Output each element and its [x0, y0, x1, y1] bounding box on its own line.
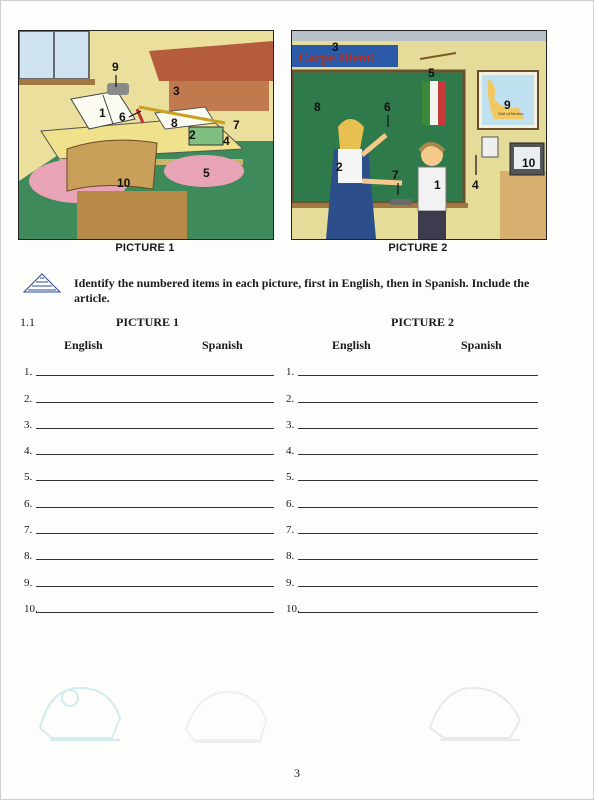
answer-blank-line[interactable] [36, 480, 274, 481]
answer-blank-line[interactable] [298, 612, 538, 613]
picture-2-marker-9: 9 [504, 98, 511, 112]
picture-1-marker-6: 6 [119, 110, 126, 124]
row-number: 8. [286, 550, 295, 563]
picture-1-marker-2: 2 [189, 128, 196, 142]
row-number: 7. [24, 524, 33, 537]
picture-2-marker-10: 10 [522, 156, 536, 170]
row-number: 5. [286, 471, 295, 484]
row-number: 6. [24, 497, 33, 510]
picture-1-marker-8: 8 [171, 116, 178, 130]
picture-2-marker-7: 7 [392, 168, 399, 182]
answer-blank-line[interactable] [298, 402, 538, 403]
picture-2-marker-6: 6 [384, 100, 391, 114]
row-number: 3. [286, 418, 295, 431]
watermark-figure-right [420, 668, 540, 753]
picture-1-marker-3: 3 [173, 84, 180, 98]
answer-blank-line[interactable] [36, 533, 274, 534]
column-2-header-spanish: Spanish [461, 338, 502, 352]
picture-2-marker-1: 1 [434, 178, 441, 192]
row-number: 4. [286, 445, 295, 458]
page-number: 3 [294, 766, 300, 780]
row-number: 7. [286, 524, 295, 537]
row-number: 8. [24, 550, 33, 563]
row-number: 6. [286, 497, 295, 510]
picture-2-marker-8: 8 [314, 100, 321, 114]
picture-1-marker-1: 1 [99, 106, 106, 120]
watermark-figure-left [30, 668, 140, 753]
picture-2-illustration [291, 30, 547, 240]
picture-1-marker-7: 7 [233, 118, 240, 132]
picture-1-marker-4: 4 [223, 134, 230, 148]
answer-blank-line[interactable] [298, 375, 538, 376]
answer-blank-line[interactable] [36, 507, 274, 508]
picture-1-caption: PICTURE 1 [115, 242, 175, 254]
picture-2-marker-5: 5 [428, 66, 435, 80]
section-number: 1.1 [20, 315, 35, 329]
row-number: 1. [24, 366, 33, 379]
row-number: 2. [24, 392, 33, 405]
instruction-triangle-icon [22, 272, 62, 299]
picture-2-marker-2: 2 [336, 160, 343, 174]
map-text: Gulf of Mexico [498, 111, 524, 116]
row-number: 9. [24, 576, 33, 589]
row-number: 1. [286, 366, 295, 379]
answer-blank-line[interactable] [298, 454, 538, 455]
picture-1-illustration [18, 30, 274, 240]
answer-blank-line[interactable] [36, 402, 274, 403]
banner-text: Carpe Diem! [298, 51, 376, 66]
answer-blank-line[interactable] [36, 612, 274, 613]
answer-blank-line[interactable] [298, 507, 538, 508]
column-1-header-english: English [64, 338, 103, 352]
picture-2-caption: PICTURE 2 [388, 242, 448, 254]
row-number: 5. [24, 471, 33, 484]
answer-blank-line[interactable] [298, 586, 538, 587]
column-2-header-english: English [332, 338, 371, 352]
answer-blank-line[interactable] [36, 375, 274, 376]
row-number: 10. [286, 602, 300, 615]
answer-blank-line[interactable] [36, 428, 274, 429]
answer-blank-line[interactable] [298, 428, 538, 429]
picture-1-marker-5: 5 [203, 166, 210, 180]
watermark-figure-center [172, 668, 282, 753]
row-number: 3. [24, 418, 33, 431]
instruction-text: Identify the numbered items in each picture, first in English, then in Spanish. Include the article. [74, 276, 530, 305]
row-number: 2. [286, 392, 295, 405]
picture-2-marker-3: 3 [332, 40, 339, 54]
answer-blank-line[interactable] [36, 454, 274, 455]
picture-2-marker-4: 4 [472, 178, 479, 192]
answer-blank-line[interactable] [298, 559, 538, 560]
row-number: 10. [24, 602, 38, 615]
answer-blank-line[interactable] [36, 559, 274, 560]
picture-1-marker-9: 9 [112, 60, 119, 74]
row-number: 9. [286, 576, 295, 589]
answer-blank-line[interactable] [36, 586, 274, 587]
picture-1-marker-10: 10 [117, 176, 131, 190]
column-1-title: PICTURE 1 [116, 315, 180, 329]
answer-blank-line[interactable] [298, 533, 538, 534]
row-number: 4. [24, 445, 33, 458]
column-2-title: PICTURE 2 [391, 315, 455, 329]
column-1-header-spanish: Spanish [202, 338, 243, 352]
answer-blank-line[interactable] [298, 480, 538, 481]
